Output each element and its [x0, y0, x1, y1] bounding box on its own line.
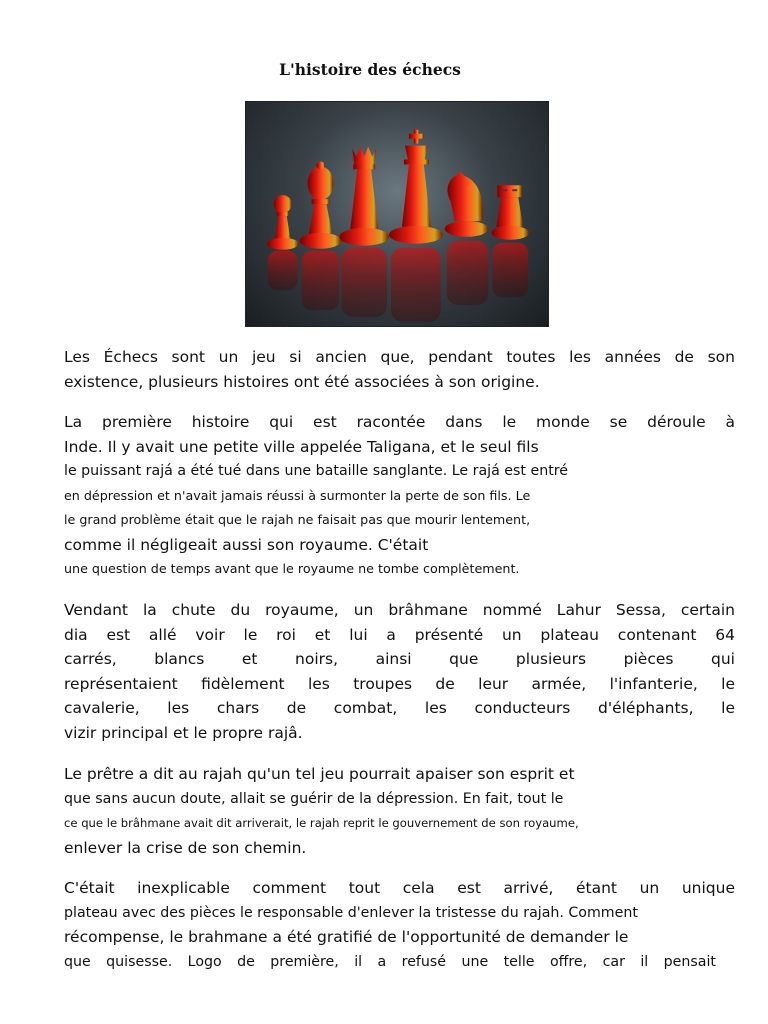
paragraph-line: Vendant la chute du royaume, un brâhmane nommé Lahur Sessa, certain: [64, 601, 735, 619]
paragraph-4: [64, 762, 735, 860]
rook-piece: [491, 185, 529, 240]
paragraph-line: carrés, blancs et noirs, ainsi que plusieurs pièces qui: [64, 650, 735, 668]
chess-pieces-photo: [245, 101, 549, 327]
paragraph-line: plateau avec des pièces le responsable d'enlever la tristesse du rajah. Comment: [64, 904, 638, 921]
paragraph-3: [64, 598, 735, 745]
paragraph-line: Les Échecs sont un jeu si ancien que, pendant toutes les années de son: [64, 348, 735, 366]
paragraph-2: [64, 410, 735, 582]
bishop-piece: [300, 161, 342, 248]
paragraph-line: vizir principal et le propre rajâ.: [64, 723, 303, 742]
paragraph-line: Inde. Il y avait une petite ville appelée Taligana, et le seul fils: [64, 437, 539, 456]
paragraph-line: ce que le brâhmane avait dit arriverait, le rajah reprit le gouvernement de son royaume,: [64, 816, 579, 830]
paragraph-line: une question de temps avant que le royaume ne tombe complètement.: [64, 561, 520, 576]
pawn-piece: [267, 195, 299, 250]
paragraph-line: enlever la crise de son chemin.: [64, 838, 307, 857]
paragraph-line: représentaient fidèlement les troupes de leur armée, l'infanterie, le: [64, 674, 735, 693]
paragraph-1: [64, 345, 735, 394]
board-reflection: [268, 241, 528, 322]
paragraph-line: C'était inexplicable comment tout cela est arrivé, étant un unique: [64, 879, 735, 897]
document-title: L'histoire des échecs: [279, 60, 461, 79]
paragraph-line: Le prêtre a dit au rajah qu'un tel jeu pourrait apaiser son esprit et: [64, 765, 575, 783]
chess-pieces-illustration: [246, 102, 548, 326]
paragraph-line: existence, plusieurs histoires ont été associées à son origine.: [64, 372, 540, 391]
paragraph-line: le puissant rajá a été tué dans une bataille sanglante. Le rajá est entré: [64, 463, 569, 479]
paragraph-line: que quisesse. Logo de première, il a refusé une telle offre, car il pensait: [64, 953, 716, 970]
knight-piece: [445, 171, 489, 236]
paragraph-line: que sans aucun doute, allait se guérir de la dépression. En fait, tout le: [64, 790, 564, 807]
paragraph-line: le grand problème était que le rajah ne faisait pas que mourir lentement,: [64, 512, 531, 527]
paragraph-line: comme il négligeait aussi son royaume. C'était: [64, 535, 429, 554]
paragraph-line: La première histoire qui est racontée dans le monde se déroule à: [64, 413, 735, 431]
paragraph-5: [64, 876, 735, 974]
paragraph-line: dia est allé voir le roi et lui a présenté un plateau contenant 64: [64, 625, 735, 644]
paragraph-line: cavalerie, les chars de combat, les conducteurs d'éléphants, le: [64, 699, 735, 717]
king-piece: [389, 130, 443, 244]
queen-piece: [339, 147, 389, 246]
paragraph-line: en dépression et n'avait jamais réussi à surmonter la perte de son fils. Le: [64, 487, 531, 503]
paragraph-line: récompense, le brahmane a été gratifié de l'opportunité de demander le: [64, 928, 629, 946]
